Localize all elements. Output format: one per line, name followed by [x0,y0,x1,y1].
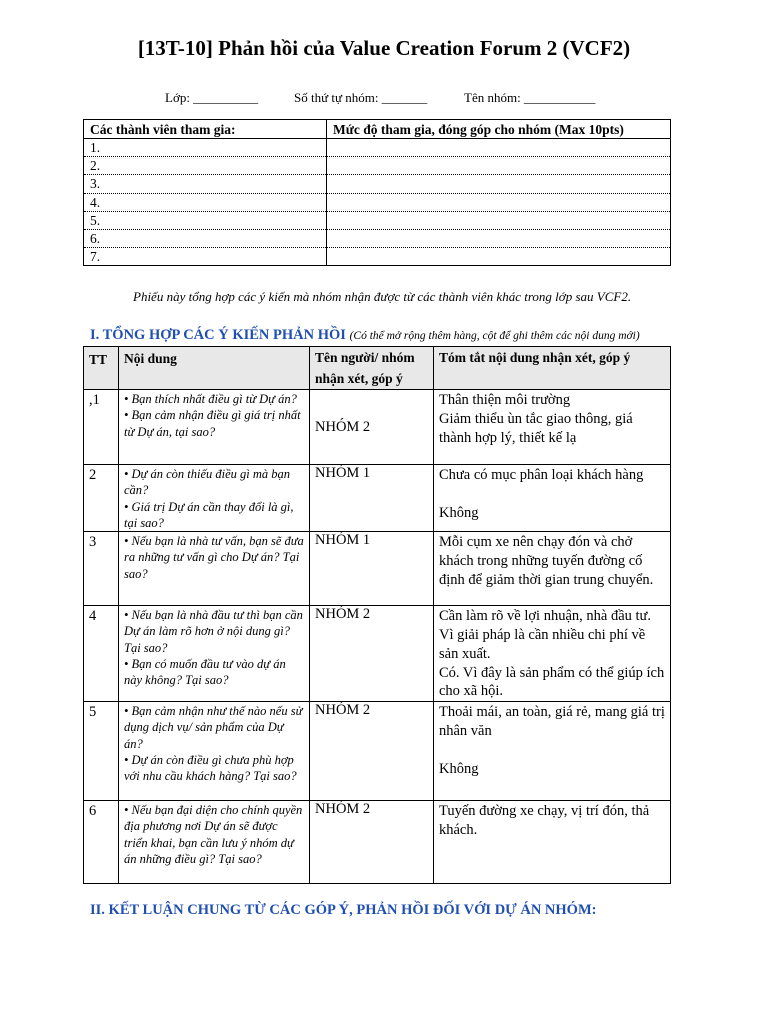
member-score-cell [327,211,671,229]
question-text: • Bạn cảm nhận như thế nào nếu sử dụng dịch vụ/ sản phẩm của Dự án? [124,704,303,751]
summary-text: Có. Vì đây là sản phẩm có thể giúp ích cho xã hội. [439,664,665,700]
section2-heading: II. KẾT LUẬN CHUNG TỪ CÁC GÓP Ý, PHẢN HỒI ĐỐI VỚI DỰ ÁN NHÓM: [90,902,597,918]
question-cell [119,532,310,606]
question-text: • Dự án còn thiếu điều gì mà bạn cần? [124,467,291,498]
summary-text [439,741,665,760]
feedback-row [84,702,671,801]
members-header-contribution: Mức độ tham gia, đóng góp cho nhóm (Max 10pts) [327,120,671,139]
summary-text: Chưa có mục phân loại khách hàng [439,467,644,483]
note-text: Phiếu này tổng hợp các ý kiến mà nhóm nhận được từ các thành viên khác trong lớp sau VCF2. [133,289,632,304]
summary-text: Giảm thiểu ùn tắc giao thông, giá thành hợp lý, thiết kế lạ [439,410,633,446]
question-text: • Bạn cảm nhận điều gì giá trị nhất từ Dự án, tại sao? [124,408,301,439]
member-row [84,193,671,211]
question-text: • Bạn thích nhất điều gì từ Dự án? [124,392,297,406]
question-text: • Nếu bạn là nhà tư vấn, bạn sẽ đưa ra những tư vấn gì cho Dự án? Tại sao? [124,534,304,581]
summary-text [439,485,665,504]
row-number: 4 [84,606,119,702]
member-score-cell [327,229,671,247]
reviewer-group: NHÓM 2 [310,702,434,801]
feedback-header-row [84,347,671,390]
reviewer-group: NHÓM 2 [310,801,434,884]
member-row [84,139,671,157]
question-cell [119,606,310,702]
feedback-table [83,346,671,884]
member-number: 2. [84,157,327,175]
reviewer-group: NHÓM 1 [310,465,434,532]
summary-text: Thoải mái, an toàn, giá rẻ, mang giá trị nhân văn [439,704,665,739]
member-score-cell [327,157,671,175]
member-row [84,175,671,193]
feedback-row [84,532,671,606]
header-summary: Tóm tắt nội dung nhận xét, góp ý [434,347,671,390]
header-content: Nội dung [119,347,310,390]
summary-cell [434,532,671,606]
question-cell [119,702,310,801]
member-score-cell [327,139,671,157]
member-number: 3. [84,175,327,193]
member-score-cell [327,248,671,266]
question-text: • Giá trị Dự án cần thay đổi là gì, tại sao? [124,499,294,530]
question-cell [119,390,310,465]
row-number: ,1 [84,390,119,465]
reviewer-group: NHÓM 1 [310,532,434,606]
member-row [84,229,671,247]
question-text: • Nếu bạn là nhà đầu tư thì bạn cần Dự án làm rõ hơn ở nội dung gì? Tại sao? [124,608,303,655]
members-header-row [84,120,671,139]
header-reviewer: Tên người/ nhóm nhận xét, góp ý [310,347,434,390]
summary-cell [434,606,671,702]
feedback-row [84,606,671,702]
summary-text: Không [439,760,479,777]
member-number: 6. [84,229,327,247]
member-number: 5. [84,211,327,229]
group-name-field: Tên nhóm: ___________ [464,90,596,105]
section1-heading [90,327,640,344]
question-text: • Bạn có muốn đầu tư vào dự án này không? Tại sao? [124,657,286,688]
feedback-row [84,801,671,884]
summary-text: Thân thiện môi trường [439,392,571,408]
feedback-row [84,465,671,532]
question-text: • Dự án còn điều gì chưa phù hợp với nhu cầu khách hàng? Tại sao? [124,753,297,784]
feedback-row [84,390,671,465]
member-number: 7. [84,248,327,266]
row-number: 2 [84,465,119,532]
summary-text: Tuyến đường xe chạy, vị trí đón, thả khách. [439,803,650,838]
member-row [84,211,671,229]
member-number: 1. [84,139,327,157]
row-number: 3 [84,532,119,606]
row-number: 5 [84,702,119,801]
member-number: 4. [84,193,327,211]
header-tt: TT [84,347,119,390]
question-text: • Nếu bạn đại diện cho chính quyền địa phương nơi Dự án sẽ được triển khai, bạn cần lưu ý nhóm dự án những điều gì? Tại sao? [124,803,303,867]
page-title: [13T-10] Phản hồi của Value Creation Forum 2 (VCF2) [137,36,631,60]
section1-hint: (Có thể mở rộng thêm hàng, cột để ghi thêm các nội dung mới) [349,330,640,342]
question-cell [119,465,310,532]
summary-cell [434,465,671,532]
summary-text: Không [439,504,479,521]
reviewer-group: NHÓM 2 [310,606,434,702]
summary-text: Mỗi cụm xe nên chạy đón và chở khách trong những tuyến đường cố định để giảm thời gian trung chuyển. [439,534,654,588]
members-header-name: Các thành viên tham gia: [84,120,327,139]
question-cell [119,801,310,884]
section1-title: I. TỔNG HỢP CÁC Ý KIẾN PHẢN HỒI [90,327,346,343]
member-row [84,248,671,266]
member-score-cell [327,193,671,211]
row-number: 6 [84,801,119,884]
group-number-field: Số thứ tự nhóm: _______ [294,90,428,105]
feedback-body [84,390,671,884]
members-table [83,119,671,266]
summary-text: Cần làm rõ về lợi nhuận, nhà đầu tư. Vì giải pháp là cần nhiều chi phí về sản xuất. [439,608,652,662]
summary-cell [434,702,671,801]
member-row [84,157,671,175]
summary-cell [434,801,671,884]
lop-field: Lớp: __________ [165,90,259,105]
member-score-cell [327,175,671,193]
summary-cell [434,390,671,465]
reviewer-group: NHÓM 2 [310,390,434,465]
